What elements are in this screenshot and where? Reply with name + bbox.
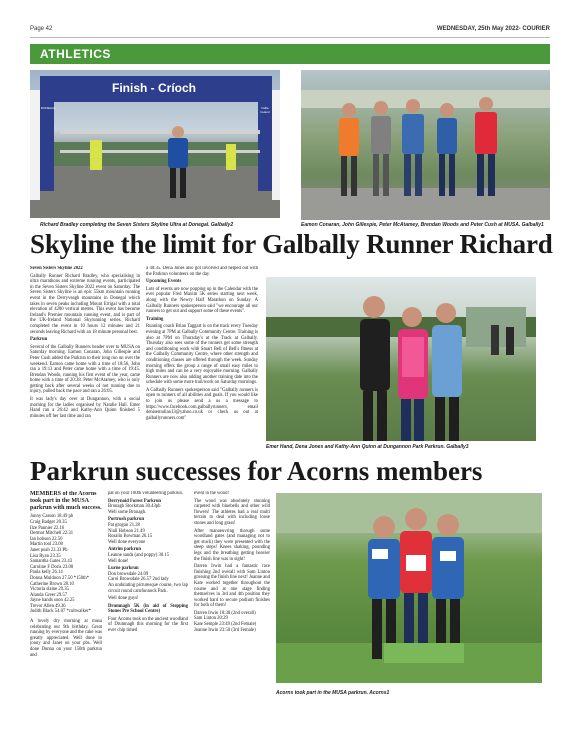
caption-photo1: Richard Bradley completing the Seven Sisters Skyline Ultra at Donegal. Galbally2 <box>40 222 234 228</box>
page-header <box>30 24 550 36</box>
story1-subhead: Training <box>146 316 164 322</box>
result-line: Ian hobson 22.50 <box>30 536 63 542</box>
result-line: Samantha Gates 23.43 <box>30 559 73 565</box>
story1-para: It was lady's day over at Dungannon, with a social morning for the ladies organised by Natalie Hall. Emer Hand ran a 26:42 and Kathy-Ann Quinn finished 5 minutes off her last time and ran <box>30 397 140 419</box>
story1-para: Seven Sisters Skyline 2022 <box>30 266 83 271</box>
headline-acorns: Parkrun successes for Acorns members <box>30 456 483 486</box>
story2-para: An undulating picturesque course, two lap circuit round carnfunnock Park. <box>108 582 188 594</box>
result-line: Darren Irwin 18:38 (2nd overall) <box>194 610 256 616</box>
results-list <box>30 514 102 615</box>
result-line: Jonny Carson 18.49 pb <box>30 514 74 520</box>
story1-para: a 40:35. Dena Jones also got involved and helped out with the Parkrun volunteers on the day. <box>146 266 258 277</box>
acorns-illustration <box>276 493 542 683</box>
story2-para: Well done guys! <box>108 596 139 602</box>
result-line: Niall Hobson 21.49 <box>108 528 145 534</box>
story2-subhead: Derrynoid Forest Parkrun <box>108 498 162 504</box>
story1-subhead: Parkrun <box>30 337 48 343</box>
logo-failte: Failte Ireland <box>260 106 270 114</box>
result-line: Judith Black 54.07 *cultwalker* <box>30 609 91 615</box>
result-line: Dermot Mitchell 22.31 <box>30 531 74 537</box>
result-line: Donna Muldoon 27.50 *150th* <box>30 575 90 581</box>
story2-subhead: Drumnagh 5K (in aid of Stepping Stones Pre School Centre) <box>108 603 188 615</box>
story2-para: The wood was absolutely stunning carpeted with bluebells and other wild flowers! The athletes had a real multi terrain to deal with including loose stones and long grass! <box>194 498 270 526</box>
headline-skyline: Skyline the limit for Galbally Runner Richard <box>30 229 553 259</box>
caption-photo4: Acorns took part in the MUSA parkrun. Acorns1 <box>276 690 390 696</box>
result-line: Alanda Greer 29.57 <box>30 592 68 598</box>
result-line: Craig Badger 20.35 <box>30 519 67 525</box>
photo-acorns-musa <box>276 493 542 683</box>
result-line: Sam Linton 20:29 <box>194 616 228 622</box>
story2-column1 <box>30 491 102 737</box>
result-line: Caroline F Doris 23.08 <box>30 564 74 570</box>
story2-column2 <box>108 491 188 737</box>
story1-column2 <box>146 266 258 452</box>
result-line: Victoria slaine 29.35 <box>30 587 69 593</box>
result-line: Carol Browsdale 26.57 2nd lady <box>108 577 169 583</box>
story2-para: Darren Irwin had a fantastic race finishing 2nd overall with Sam Linton grossing the finish line next! Joanne and Kate worked together throughout the course and at one stage finding themselves in 3rd and 4th position they worked hard to secure podium finishes for both of them! <box>194 564 270 609</box>
story2-subhead: Lurne parkrun <box>108 566 139 572</box>
story2-para: event in the wood! <box>194 491 230 496</box>
story2-column3 <box>194 491 270 737</box>
story1-para: A Galbally Runners spokesperson said "Galbally runners is open to runners of all abilities and goals. If you would like to join us please send a us a message to https://www.facebook.com.galballyrunners, email denisemullan13@yahoo.co.uk or check us out at galballyrunners.com" <box>146 387 258 421</box>
story2-para: Well some Bronagh. <box>108 509 147 515</box>
story1-para: Galbally Runner Richard Bradley, who specialising in ultra marathons and extreme running events, participated in the Seven Sisters Skyline 2022 event on Saturday. The Seven Sisters Skyline is an epic 55km mountain running event in the Derryveagh mountains in Donegal which takes in seven peaks including Mount Errigal with a total elevation of 4200 vertical metres. This event has become Ireland's Premier mountain running event, and is part of the UK-Ireland National Skyrunning series. Richard completed the event in 10 hours 12 minutes and 21 seconds leaving Richard with an 18 minute personal best. <box>30 273 140 335</box>
result-line: Ilze Pannier 22.16 <box>30 525 65 531</box>
result-line: Martin tool 23.00 <box>30 542 63 548</box>
result-line: Rosalin Bowman 26.15 <box>108 534 153 540</box>
section-title: ATHLETICS <box>40 47 111 61</box>
story2-para: Well done everyone <box>108 539 146 545</box>
result-line: Don browsdale 24.09 <box>108 571 149 577</box>
story1-subhead: Upcoming Events <box>146 279 182 285</box>
photo-dungannon-parkrun <box>266 277 536 441</box>
runners-group-illustration <box>301 70 550 220</box>
story2-para: After manoeuvring through some woodland gates (and managing not to get stuck) they were presented with the steep steps! Knees shaking, pounding legs and the breathing getting heavier the finish line was in sight! <box>194 528 270 562</box>
result-line: Kate Semple 23:49 (2nd Female) <box>194 622 257 628</box>
result-line: Jayne hands soon 42.25 <box>30 598 75 604</box>
story1-para: Running coach Brian Taggart is on the track every Tuesday evening at 7PM at Galbally Community Centre. Training is also at 7PM on Thursday's at the Track at Galbally. Thursday also sees some of the runners get some strength and conditioning work with Stuart Bell of Bell's fitness at the Galbally Community Centre, where other strength and conditioning classes are offered through the week. Sunday morning offers the group a range of small easy miles to high miles and can be a very enjoyable morning. Galbally Runners are now also adding another training date into the schedule with some more trail/work on Saturday mornings. <box>146 324 258 386</box>
dungannon-illustration <box>266 277 536 441</box>
story1-column1 <box>30 266 140 452</box>
result-line: Catherine Brown 28.10 <box>30 581 74 587</box>
header-rule <box>30 37 550 38</box>
page-number: Page 42 <box>30 26 53 32</box>
result-line: Paula kelly 26.14 <box>30 570 63 576</box>
result-line: Joanne Irwin 23:50 (3rd Female) <box>194 627 256 633</box>
photo-runners-group <box>301 70 550 220</box>
story2-para: Four Acorns took on the ancient woodland of Drumnagh this morning for the first ever chip timed <box>108 616 188 634</box>
result-line: Trevor Allen 49.36 <box>30 603 66 609</box>
result-line: Janet push 23.33 Pb <box>30 547 68 553</box>
caption-photo2: Eamon Conaran, John Gillespie, Peter McAtamey, Brendan Woods and Peter Cush at MUSA. Galbally1 <box>301 222 544 228</box>
story2-subhead: Portrush parkrun <box>108 517 145 523</box>
story2-para: Well done! <box>108 558 129 564</box>
issue-date: WEDNESDAY, 25th May 2022- COURIER <box>436 26 550 32</box>
finish-sign-text: Finish - Críoch <box>112 81 196 95</box>
result-line: Leanne sands (and poppy) 30.15 <box>108 552 170 558</box>
photo-finish-line <box>30 70 280 218</box>
story2-para: pat on your 100th volunteering parkrun. <box>108 491 183 496</box>
story2-para: A lovely dry morning at musa celebrating our 9th birthday. Great running by everyone and the cake was greatly appreciated. Well done to jonny and Janet on your pbs. Well done Donna on your 150th parkrun and <box>30 619 102 658</box>
section-banner <box>30 44 550 64</box>
result-line: Lisa Ryan 23.35 <box>30 553 61 559</box>
story2-subhead: Antrim parkrun <box>108 547 141 553</box>
story2-lead: MEMBERS of the Acorns took part in the MUSA parkrun with much success. <box>30 491 102 511</box>
result-line: Pat grogan 21.28 <box>108 522 140 528</box>
caption-photo3: Emer Hand, Dena Jones and Kathy-Ann Quinn at Dungannon Park Parkrun. Galbally3 <box>266 444 469 450</box>
story1-para: Lots of events are now popping up in the Calendar with the ever popular Fred Maxim 5K series starting next week, along with the Newry Half Marathon on Sunday. A Galbally Runners spokesperson said "we encourage all our runners to get out and support some of these events". <box>146 286 258 315</box>
logo-donegal: DONEGAL <box>41 106 56 110</box>
result-line: Bronagh Stockman 30.43pb <box>108 504 161 510</box>
story1-para: Several of the Galbally Runners header over to MUSA on Saturday morning. Eamon Conaran, John Gillespie and Peter Cush added the Parkrun to their long run on over the weekend. Eamon came home with a time of 18:56, John ran a 19:13 and Peter came home with a time of 19:45. Brendan Woods, running his first event of the year, came home with a time of 20:38. Peter McAtamey, who is only getting back after several weeks of not running due to injury, pulled back the pace and ran a 26:05. <box>30 344 140 395</box>
